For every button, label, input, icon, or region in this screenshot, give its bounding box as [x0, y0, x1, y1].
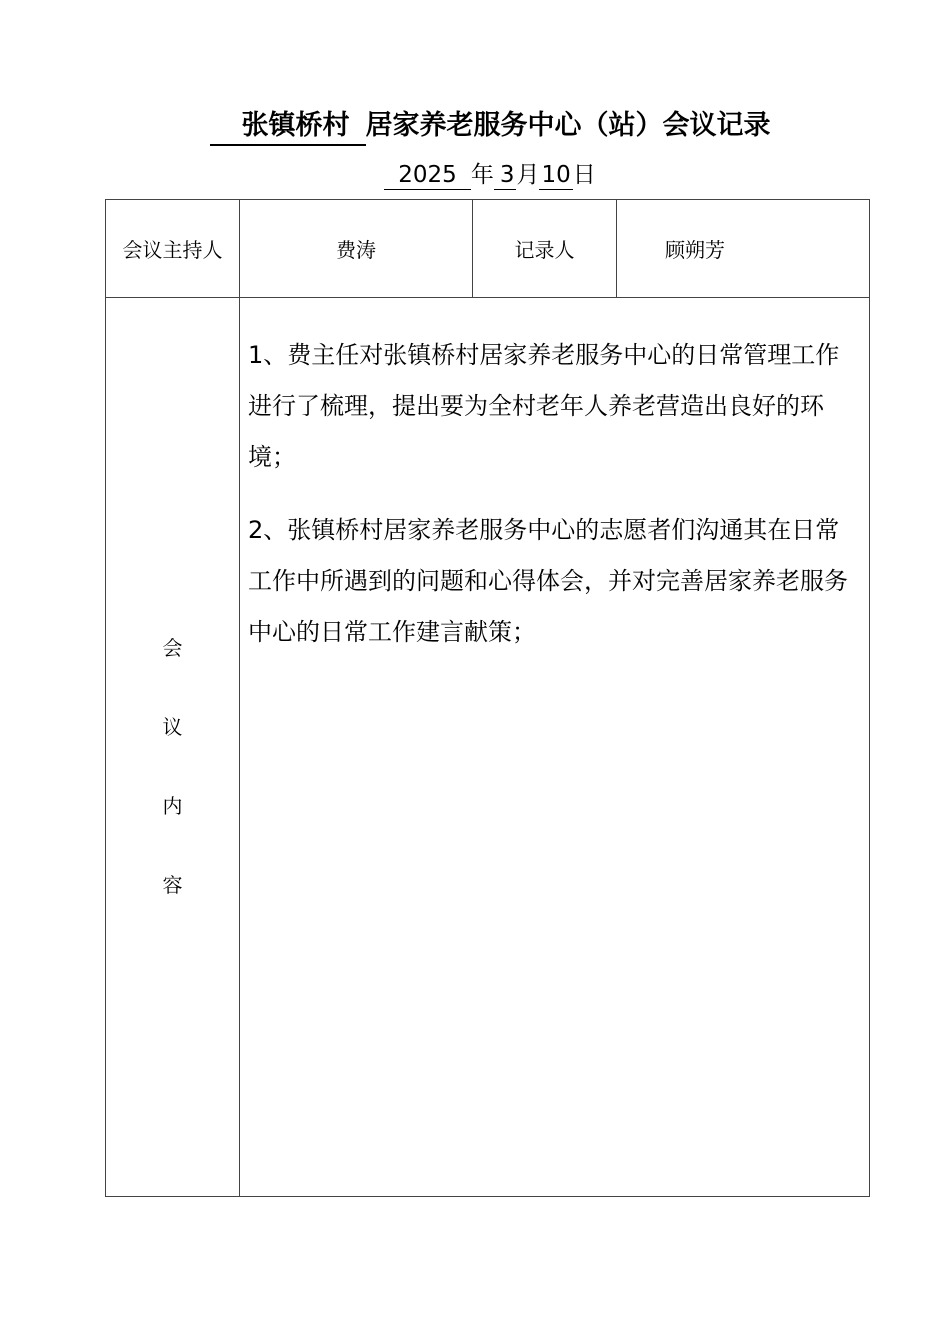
content-row: [106, 298, 870, 1197]
document-title: [0, 106, 950, 146]
content-cell: [240, 298, 870, 1197]
recorder-value: 顾朔芳: [617, 200, 870, 298]
meeting-record-table: [105, 199, 870, 1197]
date-year: 2025: [384, 161, 471, 190]
date-day: 10: [541, 162, 571, 188]
content-label-cell: [106, 298, 240, 1197]
date-month: 3: [494, 161, 517, 190]
recorder-label: 记录人: [473, 200, 617, 298]
host-value: 费涛: [240, 200, 473, 298]
content-label-char: 容: [162, 873, 183, 897]
content-item: 1、费主任对张镇桥村居家养老服务中心的日常管理工作进行了梳理，提出要为全村老年人养老营造出良好的环境；: [248, 341, 840, 471]
title-text: 居家养老服务中心（站）会议记录: [365, 110, 771, 141]
content-item: 2、张镇桥村居家养老服务中心的志愿者们沟通其在日常工作中所遇到的问题和心得体会，并对完善居家养老服务中心的日常工作建言献策；: [248, 516, 848, 646]
date-year-unit: 年: [470, 162, 494, 188]
date-month-unit: 月: [516, 162, 540, 188]
content-label-char: 内: [162, 794, 183, 818]
content-label-char: 议: [162, 715, 183, 739]
content-label-char: 会: [162, 636, 183, 660]
meeting-date: [0, 158, 950, 192]
content-label: [106, 596, 239, 898]
date-day-unit: 日: [572, 162, 596, 188]
header-row: [106, 200, 870, 298]
host-label: 会议主持人: [106, 200, 240, 298]
village-name: 张镇桥村: [210, 108, 366, 146]
